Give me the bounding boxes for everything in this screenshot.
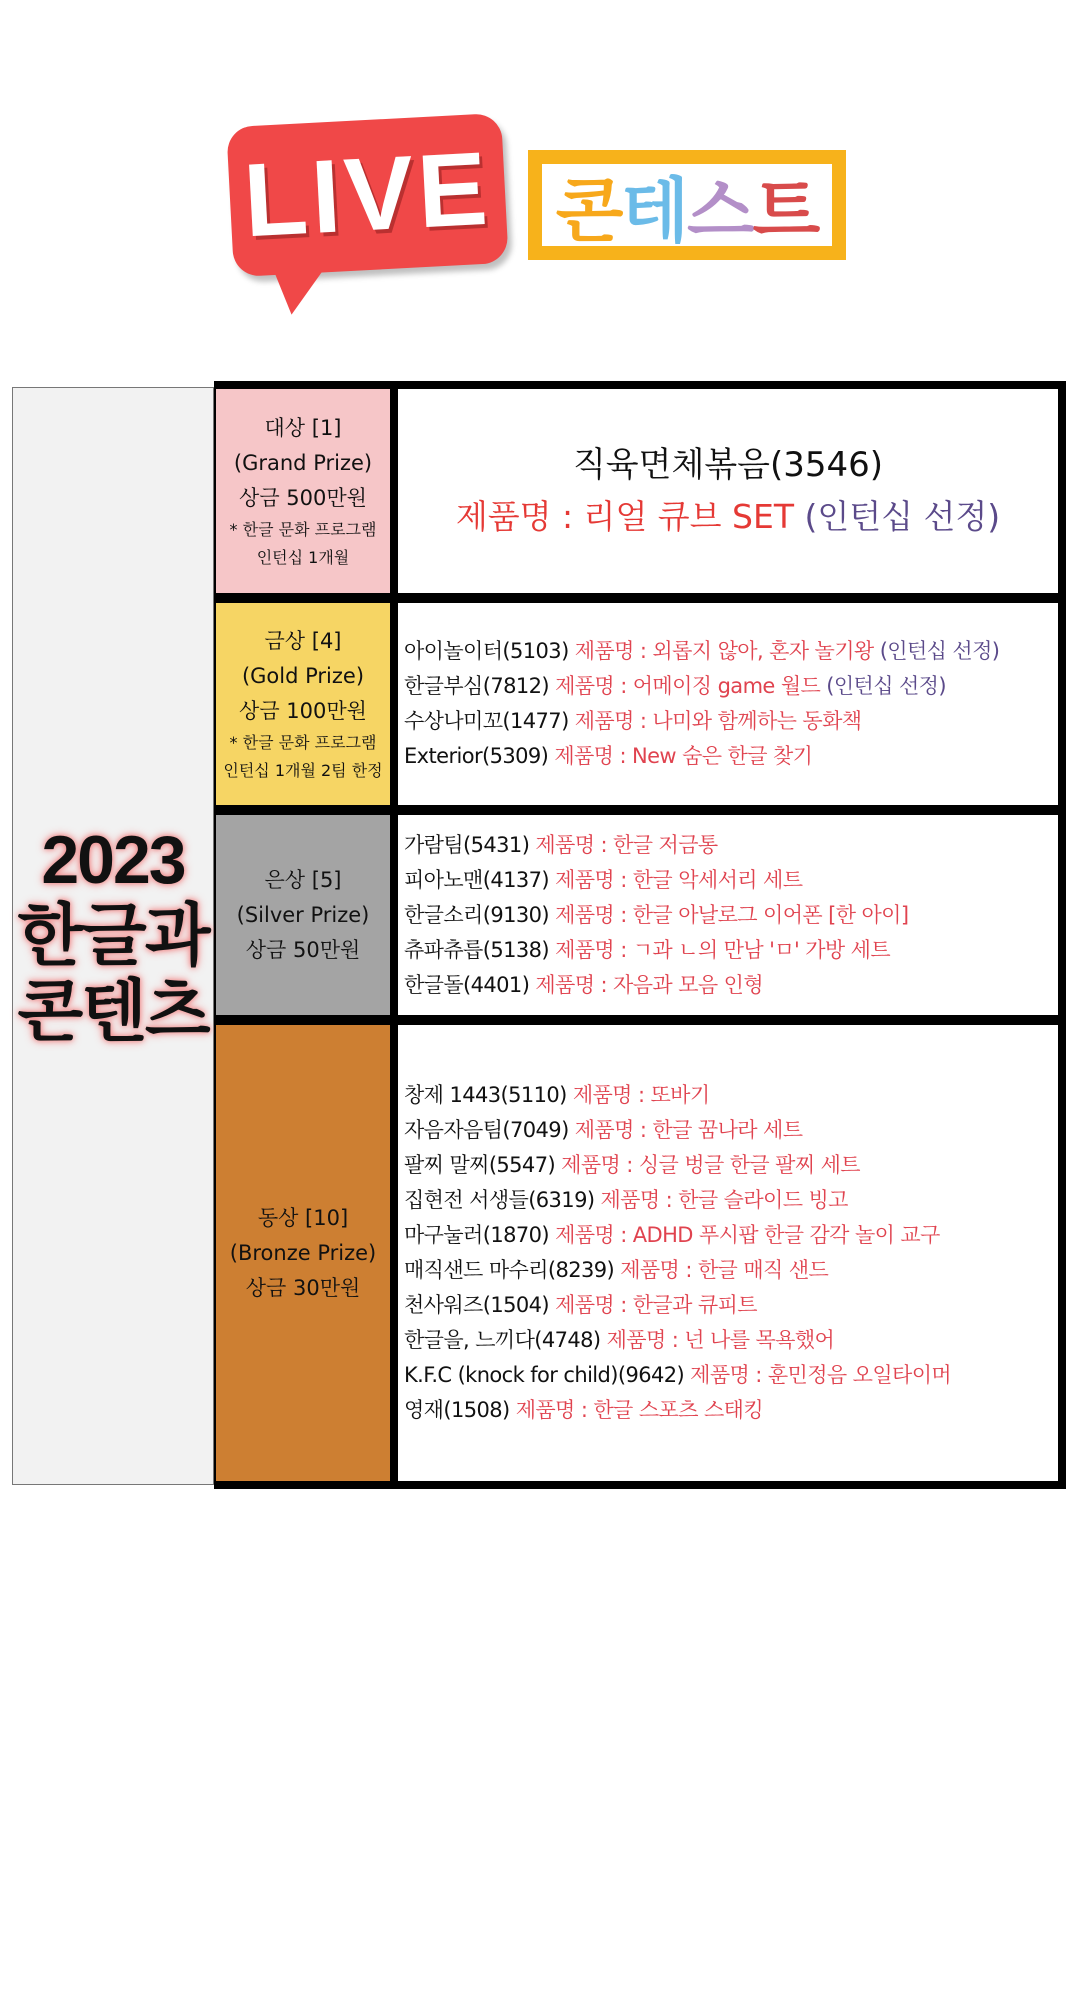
bronze-entry bbox=[404, 1253, 1058, 1288]
award-table bbox=[214, 381, 1066, 1489]
bronze-entry bbox=[404, 1358, 1058, 1393]
entry-product: 제품명 : 한글과 큐피트 bbox=[555, 1293, 757, 1317]
contest-char-1: 콘 bbox=[555, 169, 622, 252]
tier-silver-cell bbox=[216, 815, 390, 1015]
entry-team: 한글소리(9130) bbox=[404, 902, 549, 927]
tier-silver-english: (Silver Prize) bbox=[236, 902, 370, 927]
entry-team: 한글을, 느끼다(4748) bbox=[404, 1328, 601, 1352]
grand-winner-product: 제품명 : 리얼 큐브 SET bbox=[455, 497, 795, 536]
entry-product: 제품명 : ADHD 푸시팝 한글 감각 놀이 교구 bbox=[555, 1223, 940, 1247]
contest-label-box bbox=[528, 150, 846, 260]
grand-winner-line bbox=[456, 491, 1000, 543]
bronze-entry bbox=[404, 1323, 1058, 1358]
entry-product: 제품명 : 또바기 bbox=[572, 1083, 710, 1107]
entry-product: 제품명 : 한글 매직 샌드 bbox=[620, 1258, 829, 1282]
entry-team: 피아노맨(4137) bbox=[404, 867, 549, 892]
tier-grand-cell bbox=[216, 389, 390, 593]
entry-team: 한글돌(4401) bbox=[404, 972, 530, 997]
entry-product: 제품명 : 한글 저금통 bbox=[535, 832, 718, 857]
entry-team: 츄파츄릅(5138) bbox=[404, 937, 549, 962]
entry-product: 제품명 : 한글 슬라이드 빙고 bbox=[600, 1188, 848, 1212]
tier-gold-cell bbox=[216, 603, 390, 805]
entry-team: 수상나미꼬(1477) bbox=[404, 709, 569, 733]
side-title-line-3: 콘텐츠 bbox=[17, 974, 209, 1051]
tier-grand-winners bbox=[398, 389, 1058, 593]
tier-grand-note-1: * 한글 문화 프로그램 bbox=[229, 519, 377, 539]
gold-entry bbox=[404, 669, 1058, 704]
side-title-line-2: 한글과 bbox=[17, 897, 209, 974]
bronze-entry-list bbox=[398, 1025, 1058, 1481]
tier-gold-note-1: * 한글 문화 프로그램 bbox=[229, 732, 377, 752]
entry-team: 천사워즈(1504) bbox=[404, 1293, 549, 1317]
entry-team: 마구눌러(1870) bbox=[404, 1223, 549, 1247]
entry-product: 제품명 : 어메이징 game 월드 bbox=[555, 674, 821, 698]
tier-grand-note-2: 인턴십 1개월 bbox=[256, 547, 350, 567]
entry-product: 제품명 : New 숨은 한글 찾기 bbox=[554, 744, 813, 768]
side-title-panel bbox=[12, 387, 214, 1485]
entry-team: K.F.C (knock for child)(9642) bbox=[404, 1363, 685, 1387]
tier-gold-amount: 상금 100만원 bbox=[239, 698, 367, 723]
tier-gold-title: 금상 [4] bbox=[264, 628, 342, 653]
gold-entry-list bbox=[398, 603, 1058, 805]
contest-char-4: 트 bbox=[752, 169, 819, 252]
side-title-year: 2023 bbox=[41, 821, 185, 898]
entry-extra: (인턴십 선정) bbox=[826, 674, 946, 698]
entry-team: 영재(1508) bbox=[404, 1398, 510, 1422]
entry-product: 제품명 : 나미와 함께하는 동화책 bbox=[574, 709, 862, 733]
entry-team: 가람팀(5431) bbox=[404, 832, 530, 857]
entry-product: 제품명 : ㄱ과 ㄴ의 만남 'ㅁ' 가방 세트 bbox=[555, 937, 891, 962]
tier-gold-english: (Gold Prize) bbox=[241, 663, 365, 688]
entry-team: 집현전 서생들(6319) bbox=[404, 1188, 595, 1212]
tier-silver-title: 은상 [5] bbox=[264, 867, 342, 892]
silver-entry-list bbox=[398, 815, 1058, 1015]
grand-winner-team: 직육면체볶음(3546) bbox=[572, 445, 884, 485]
entry-team: 아이놀이터(5103) bbox=[404, 639, 569, 663]
entry-product: 제품명 : 한글 악세서리 세트 bbox=[555, 867, 803, 892]
bronze-entry bbox=[404, 1148, 1058, 1183]
contest-char-3: 스 bbox=[687, 169, 753, 252]
bronze-entry bbox=[404, 1288, 1058, 1323]
entry-extra: (인턴십 선정) bbox=[879, 639, 1000, 663]
entry-team: 매직샌드 마수리(8239) bbox=[404, 1258, 615, 1282]
entry-product: 제품명 : 외롭지 않아, 혼자 놀기왕 bbox=[574, 639, 874, 663]
silver-entry bbox=[404, 968, 1058, 1003]
tier-bronze-winners bbox=[398, 1025, 1058, 1481]
silver-entry bbox=[404, 933, 1058, 968]
tier-silver-winners bbox=[398, 815, 1058, 1015]
tier-silver-amount: 상금 50만원 bbox=[245, 937, 361, 962]
tier-bronze-cell bbox=[216, 1025, 390, 1481]
entry-team: Exterior(5309) bbox=[404, 744, 549, 768]
bronze-entry bbox=[404, 1078, 1058, 1113]
tier-bronze-english: (Bronze Prize) bbox=[229, 1240, 377, 1265]
entry-product: 제품명 : 자음과 모음 인형 bbox=[535, 972, 764, 997]
silver-entry bbox=[404, 863, 1058, 898]
tier-grand-english: (Grand Prize) bbox=[233, 450, 373, 475]
tier-gold-note-2: 인턴십 1개월 2팀 한정 bbox=[223, 760, 383, 780]
entry-product: 제품명 : 넌 나를 목욕했어 bbox=[606, 1328, 835, 1352]
tier-grand-amount: 상금 500만원 bbox=[239, 485, 367, 510]
live-contest-logo bbox=[225, 108, 855, 308]
entry-product: 제품명 : 훈민정음 오일타이머 bbox=[690, 1363, 952, 1387]
entry-product: 제품명 : 한글 아날로그 이어폰 [한 아이] bbox=[555, 902, 909, 927]
entry-team: 창제 1443(5110) bbox=[404, 1083, 567, 1107]
bronze-entry bbox=[404, 1113, 1058, 1148]
live-label: LIVE bbox=[241, 130, 494, 259]
tier-grand-title: 대상 [1] bbox=[264, 415, 342, 440]
bronze-entry bbox=[404, 1218, 1058, 1253]
entry-team: 팔찌 말찌(5547) bbox=[404, 1153, 556, 1177]
tier-bronze-title: 동상 [10] bbox=[257, 1205, 349, 1230]
entry-product: 제품명 : 한글 스포츠 스태킹 bbox=[515, 1398, 764, 1422]
entry-product: 제품명 : 한글 꿈나라 세트 bbox=[574, 1118, 803, 1142]
entry-product: 제품명 : 싱글 벙글 한글 팔찌 세트 bbox=[561, 1153, 860, 1177]
silver-entry bbox=[404, 898, 1058, 933]
grand-winner-extra: (인턴십 선정) bbox=[804, 497, 1001, 536]
bronze-entry bbox=[404, 1393, 1058, 1428]
gold-entry bbox=[404, 739, 1058, 774]
contest-char-2: 테 bbox=[621, 169, 687, 252]
bronze-entry bbox=[404, 1183, 1058, 1218]
side-title bbox=[17, 822, 208, 1050]
silver-entry bbox=[404, 828, 1058, 863]
entry-team: 한글부심(7812) bbox=[404, 674, 549, 698]
tier-gold-winners bbox=[398, 603, 1058, 805]
gold-entry bbox=[404, 704, 1058, 739]
tier-bronze-amount: 상금 30만원 bbox=[245, 1275, 361, 1300]
gold-entry bbox=[404, 634, 1058, 669]
entry-team: 자음자음팀(7049) bbox=[404, 1118, 569, 1142]
